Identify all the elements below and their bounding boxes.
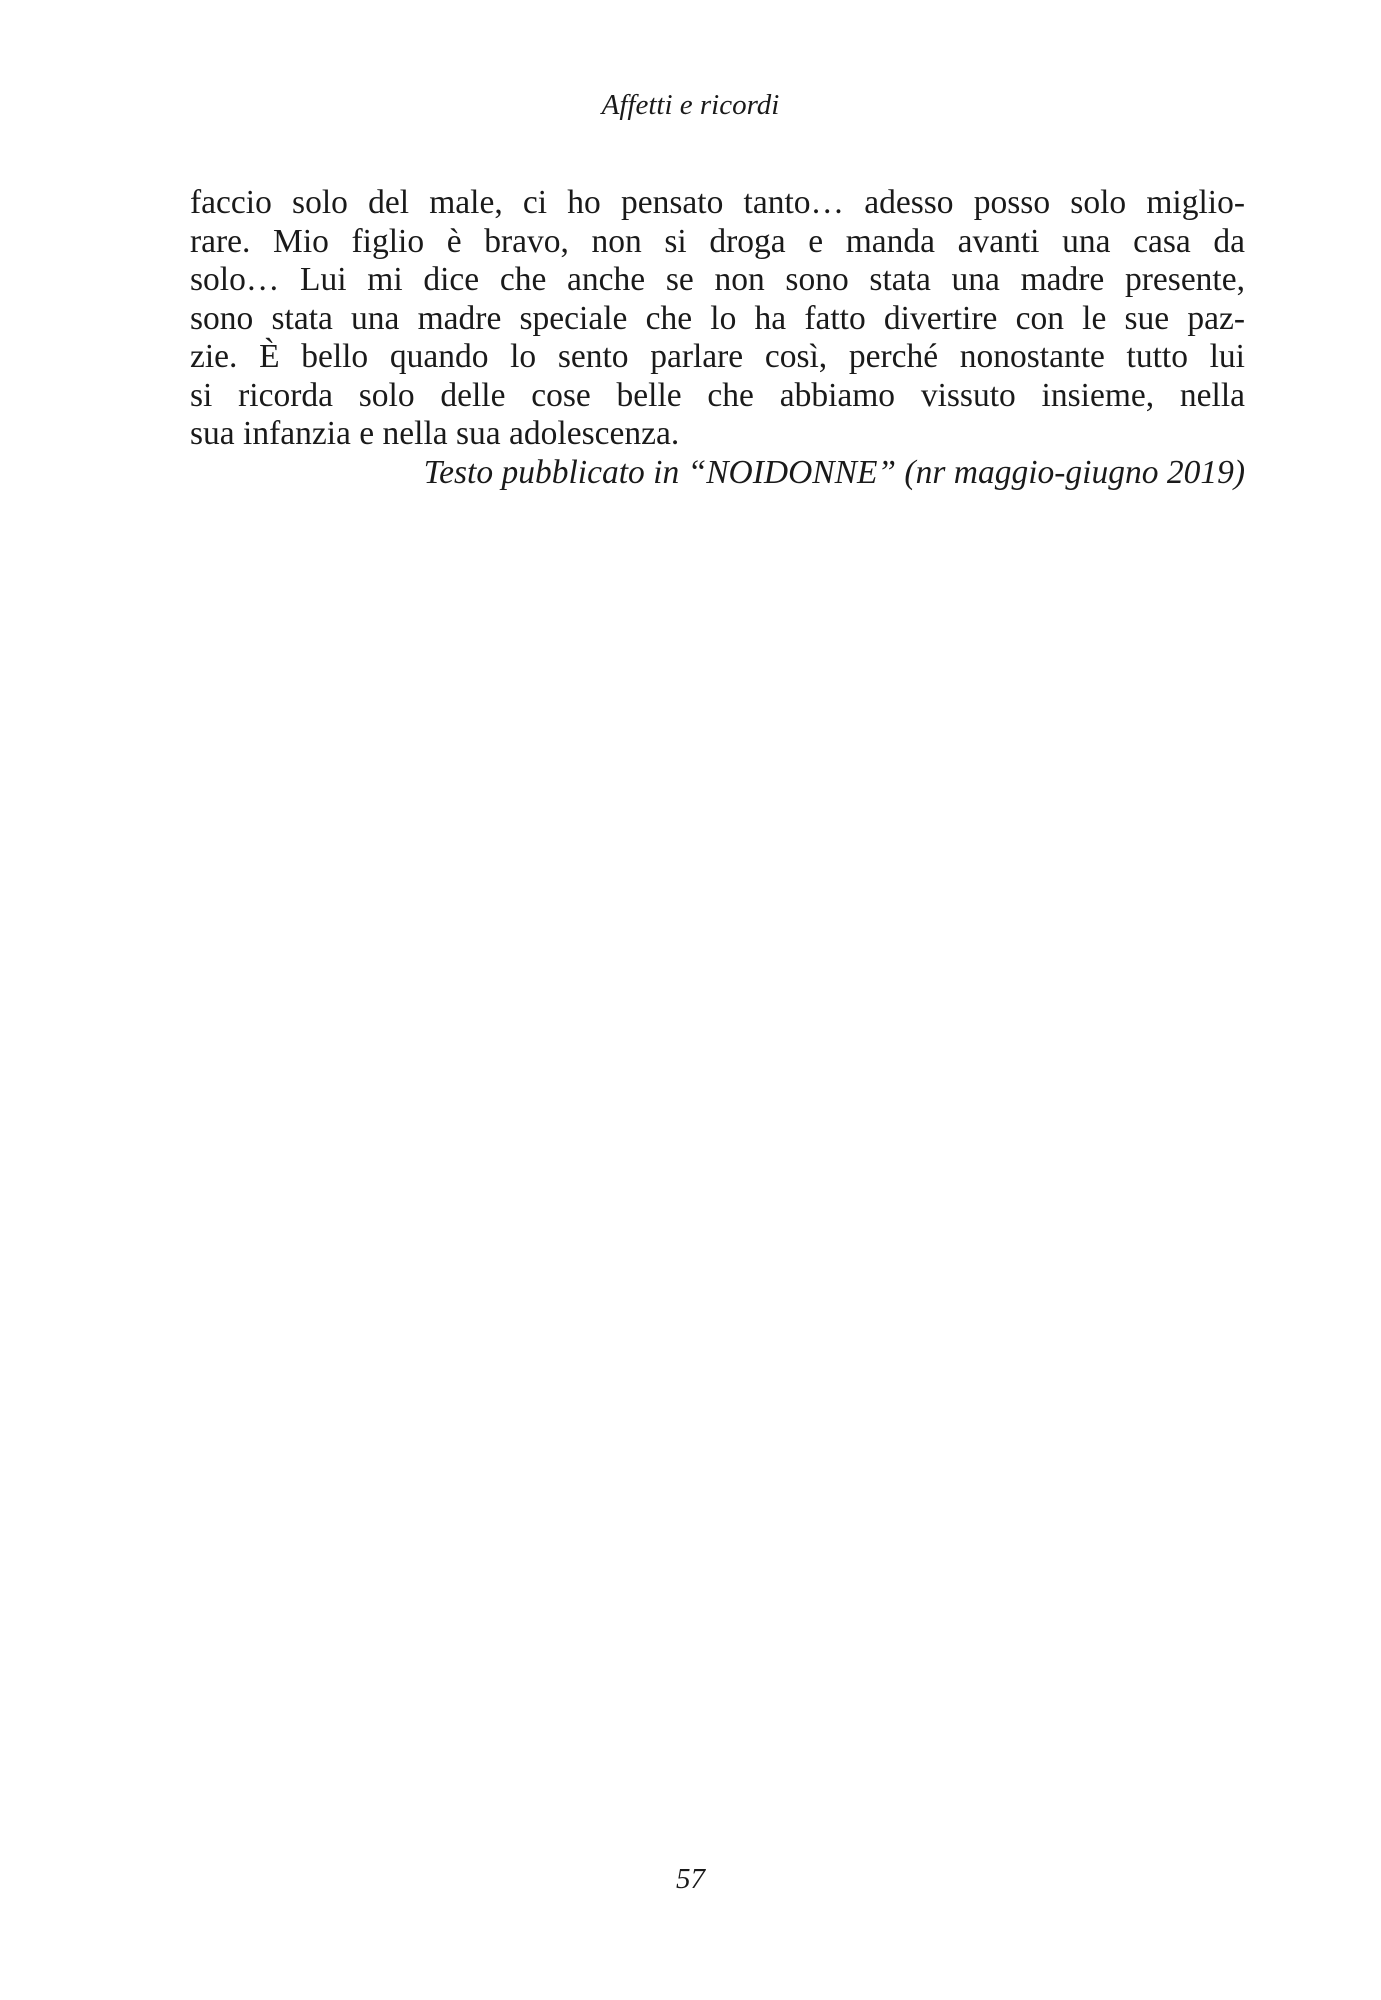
body-text xyxy=(190,184,1245,492)
text-line: rare. Mio figlio è bravo, non si droga e manda avanti una casa da xyxy=(190,222,1245,260)
running-header: Affetti e ricordi xyxy=(601,89,780,121)
text-line: zie. È bello quando lo sento parlare così, perché nonostante tutto lui xyxy=(190,338,1245,375)
text-line: solo… Lui mi dice che anche se non sono stata una madre presente, xyxy=(190,261,1245,298)
text-line: si ricorda solo delle cose belle che abbiamo vissuto insieme, nella xyxy=(190,376,1245,414)
page-number: 57 xyxy=(676,1863,705,1895)
citation: Testo pubblicato in “NOIDONNE” (nr maggio-giugno 2019) xyxy=(423,453,1245,491)
text-line: sua infanzia e nella sua adolescenza. xyxy=(190,415,680,452)
text-line: faccio solo del male, ci ho pensato tanto… adesso posso solo miglio- xyxy=(190,184,1245,221)
text-line: sono stata una madre speciale che lo ha fatto divertire con le sue paz- xyxy=(190,299,1245,337)
